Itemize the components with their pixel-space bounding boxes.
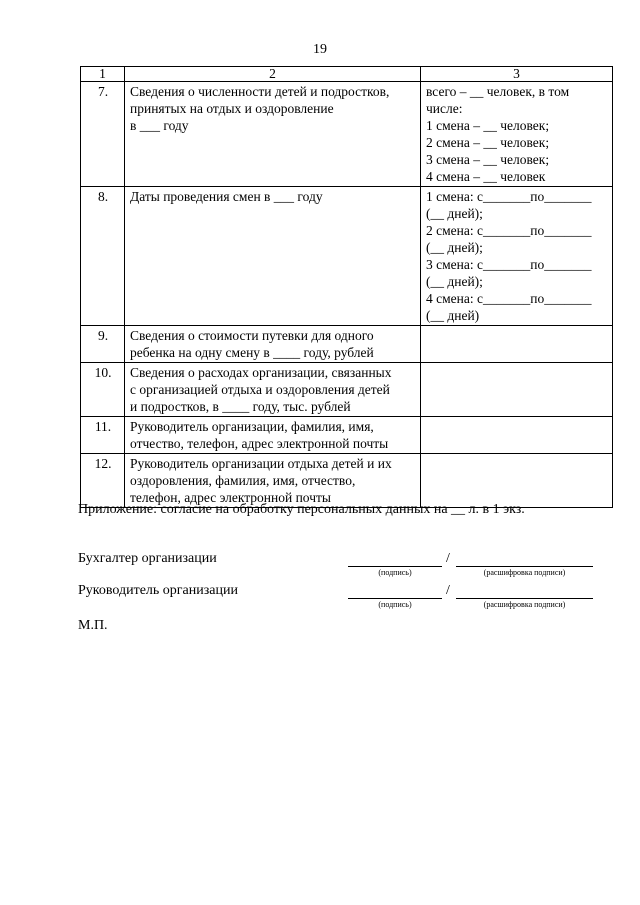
value-line: 1 смена – __ человек;: [426, 118, 550, 133]
signature-decode-line[interactable]: [456, 598, 593, 599]
signature-row-director: [78, 583, 618, 613]
description-line: в ___ году: [130, 118, 189, 133]
row-number: 10.: [81, 363, 125, 417]
value-line: 4 смена: с_______по_______: [426, 291, 592, 306]
description-line: оздоровления, фамилия, имя, отчество,: [130, 473, 356, 488]
table-row-9: [81, 326, 613, 363]
row-description: [125, 326, 421, 363]
signature-decode-line[interactable]: [456, 566, 593, 567]
value-line: 3 смена: с_______по_______: [426, 257, 592, 272]
table-row-12: [81, 454, 613, 508]
description-line: и подростков, в ____ году, тыс. рублей: [130, 399, 351, 414]
value-line: (__ дней);: [426, 274, 483, 289]
signature-row-accountant: [78, 551, 618, 581]
row-description: [125, 417, 421, 454]
row-value[interactable]: [421, 326, 613, 363]
signature-line[interactable]: [348, 566, 442, 567]
description-line: с организацией отдыха и оздоровления детей: [130, 382, 390, 397]
description-line: Даты проведения смен в ___ году: [130, 189, 323, 204]
signature-role: Бухгалтер организации: [78, 551, 217, 566]
value-line: 1 смена: с_______по_______: [426, 189, 592, 204]
page-number: 19: [313, 42, 327, 57]
table-header-row: [81, 67, 613, 82]
column-header-number: 1: [81, 67, 125, 82]
description-line: Сведения о численности детей и подростков,: [130, 84, 390, 99]
value-line: 4 смена – __ человек: [426, 169, 546, 184]
description-line: принятых на отдых и оздоровление: [130, 101, 334, 116]
row-description: [125, 82, 421, 187]
signature-decode-caption: (расшифровка подписи): [483, 568, 566, 577]
table-row-11: [81, 417, 613, 454]
value-line: всего – __ человек, в том: [426, 84, 570, 99]
table-row-10: [81, 363, 613, 417]
description-line: Руководитель организации, фамилия, имя,: [130, 419, 374, 434]
table-row-8: [81, 187, 613, 326]
row-value[interactable]: [421, 417, 613, 454]
stamp-place: М.П.: [78, 618, 108, 633]
row-number: 8.: [81, 187, 125, 326]
row-number: 7.: [81, 82, 125, 187]
table-row-7: [81, 82, 613, 187]
row-description: [125, 363, 421, 417]
appendix-note: Приложение: согласие на обработку персональных данных на __ л. в 1 экз.: [78, 502, 525, 517]
signature-role: Руководитель организации: [78, 583, 238, 598]
row-description: [125, 454, 421, 508]
row-value[interactable]: [421, 363, 613, 417]
row-value[interactable]: [421, 454, 613, 508]
info-table: [80, 66, 613, 508]
signature-caption: (подпись): [378, 600, 412, 609]
value-line: 2 смена – __ человек;: [426, 135, 550, 150]
signature-caption: (подпись): [378, 568, 412, 577]
description-line: телефон, адрес электронной почты: [130, 490, 331, 505]
row-number: 12.: [81, 454, 125, 508]
row-description: [125, 187, 421, 326]
value-line: 2 смена: с_______по_______: [426, 223, 592, 238]
description-line: Руководитель организации отдыха детей и их: [130, 456, 392, 471]
value-line: (__ дней): [426, 308, 480, 323]
row-number: 9.: [81, 326, 125, 363]
signature-line[interactable]: [348, 598, 442, 599]
column-header-value: 3: [421, 67, 613, 82]
row-number: 11.: [81, 417, 125, 454]
signature-decode-caption: (расшифровка подписи): [483, 600, 566, 609]
signature-separator: /: [446, 551, 450, 566]
row-value[interactable]: [421, 82, 613, 187]
description-line: Сведения о стоимости путевки для одного: [130, 328, 374, 343]
description-line: отчество, телефон, адрес электронной почты: [130, 436, 389, 451]
description-line: Сведения о расходах организации, связанных: [130, 365, 392, 380]
row-value[interactable]: [421, 187, 613, 326]
value-line: числе:: [426, 101, 463, 116]
value-line: (__ дней);: [426, 240, 483, 255]
signature-separator: /: [446, 583, 450, 598]
value-line: (__ дней);: [426, 206, 483, 221]
description-line: ребенка на одну смену в ____ году, рублей: [130, 345, 374, 360]
value-line: 3 смена – __ человек;: [426, 152, 550, 167]
column-header-description: 2: [125, 67, 421, 82]
